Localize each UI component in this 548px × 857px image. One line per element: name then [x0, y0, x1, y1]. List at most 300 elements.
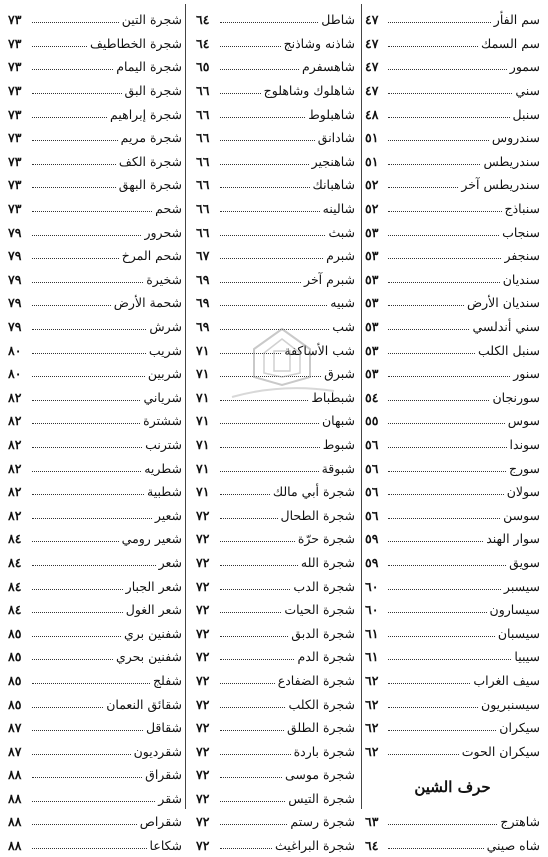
entry-page-number: ٥٣	[365, 319, 379, 335]
index-entry	[365, 503, 540, 527]
entry-page-number: ٦١	[365, 625, 379, 641]
entry-term: سنبل الكلب	[477, 342, 540, 358]
entry-term: سنباذج	[504, 201, 540, 217]
entry-term: شبهان	[322, 413, 355, 429]
entry-page-number: ٨٢	[8, 484, 22, 500]
dot-leader	[388, 235, 499, 236]
entry-term: شاهلوك وشاهلوج	[263, 83, 355, 99]
entry-term: شبوقة	[321, 460, 355, 476]
index-entry	[8, 527, 182, 551]
dot-leader	[388, 589, 501, 590]
entry-term: شقراق	[145, 767, 182, 783]
entry-term: شاهنجير	[311, 153, 355, 169]
entry-page-number: ٥٦	[365, 460, 379, 476]
entry-page-number: ٨٥	[8, 649, 22, 665]
column-divider	[361, 4, 362, 809]
entry-term: شادانق	[317, 130, 355, 146]
entry-page-number: ٤٧	[365, 35, 379, 51]
dot-leader	[388, 494, 504, 495]
index-entry	[196, 692, 355, 716]
entry-page-number: ٦٦	[196, 83, 210, 99]
dot-leader	[32, 824, 137, 825]
index-entry	[8, 55, 182, 79]
index-entry	[365, 551, 540, 575]
dot-leader	[388, 612, 487, 613]
index-entry	[365, 102, 540, 126]
index-entry	[196, 621, 355, 645]
index-entry	[365, 79, 540, 103]
entry-term: شكاعا	[149, 838, 182, 854]
entry-page-number: ٧١	[196, 484, 210, 500]
entry-term: شترنب	[145, 436, 182, 452]
index-entry	[8, 763, 182, 787]
dot-leader	[220, 848, 272, 849]
dot-leader	[32, 848, 147, 849]
entry-page-number: ٥٣	[365, 271, 379, 287]
entry-term: سيف الغراب	[473, 672, 540, 688]
index-entry	[196, 763, 355, 787]
index-entry	[196, 574, 355, 598]
entry-page-number: ٥٣	[365, 224, 379, 240]
index-entry	[365, 409, 540, 433]
entry-page-number: ٧٣	[8, 83, 22, 99]
entry-term: سنور	[513, 366, 540, 382]
entry-term: سوار الهند	[486, 531, 540, 547]
entry-term: شاهبلوط	[308, 106, 355, 122]
entry-page-number: ٨٨	[8, 838, 22, 854]
entry-page-number: ٨٨	[8, 790, 22, 806]
entry-page-number: ٦٥	[196, 59, 210, 75]
index-entry	[196, 291, 355, 315]
index-entry	[365, 197, 540, 221]
entry-term: شب	[332, 319, 355, 335]
index-entry	[196, 787, 355, 811]
dot-leader	[32, 235, 141, 236]
entry-page-number: ٧١	[196, 413, 210, 429]
dot-leader	[220, 801, 285, 802]
entry-term: سيكران الحوت	[461, 743, 540, 759]
entry-page-number: ٧٢	[196, 578, 210, 594]
entry-page-number: ٧٢	[196, 767, 210, 783]
index-entry	[196, 456, 355, 480]
index-entry	[196, 433, 355, 457]
entry-page-number: ٥٣	[365, 366, 379, 382]
index-entry	[196, 173, 355, 197]
dot-leader	[388, 376, 510, 377]
entry-page-number: ٨٨	[8, 814, 22, 830]
dot-leader	[220, 754, 291, 755]
index-entry	[8, 244, 182, 268]
entry-term: شجرة الكلب	[288, 696, 355, 712]
entry-page-number: ٨٥	[8, 625, 22, 641]
dot-leader	[220, 589, 290, 590]
entry-page-number: ٦٢	[365, 672, 379, 688]
index-entry	[365, 598, 540, 622]
entry-page-number: ٨٤	[8, 531, 22, 547]
entry-page-number: ٧٣	[8, 59, 22, 75]
entry-page-number: ٥١	[365, 130, 379, 146]
index-entry	[8, 598, 182, 622]
entry-page-number: ٤٧	[365, 59, 379, 75]
entry-page-number: ٧٢	[196, 554, 210, 570]
index-entry	[8, 197, 182, 221]
entry-term: سني أندلسي	[472, 319, 540, 335]
index-entry	[365, 32, 540, 56]
entry-page-number: ٦٢	[365, 720, 379, 736]
dot-leader	[32, 471, 141, 472]
dot-leader	[32, 376, 145, 377]
index-entry	[8, 102, 182, 126]
entry-term: شجرة البراغيث	[275, 838, 355, 854]
index-column-left	[8, 8, 182, 857]
index-entry	[8, 810, 182, 834]
dot-leader	[220, 777, 282, 778]
dot-leader	[220, 211, 320, 212]
index-entry	[8, 79, 182, 103]
dot-leader	[220, 423, 319, 424]
entry-page-number: ٧٣	[8, 201, 22, 217]
entry-term: شخيرة	[146, 271, 182, 287]
entry-page-number: ٧٢	[196, 649, 210, 665]
entry-term: شحمة الأرض	[113, 295, 182, 311]
dot-leader	[32, 801, 155, 802]
entry-term: شجرة البق	[124, 83, 182, 99]
index-entry	[196, 645, 355, 669]
dot-leader	[388, 211, 502, 212]
entry-term: شحرور	[144, 224, 182, 240]
index-entry	[8, 621, 182, 645]
dot-leader	[388, 46, 478, 47]
entry-term: شجرة الدبق	[291, 625, 355, 641]
entry-page-number: ٨٢	[8, 460, 22, 476]
entry-term: شعر	[158, 554, 182, 570]
entry-page-number: ٨٠	[8, 342, 22, 358]
entry-page-number: ٥٢	[365, 177, 379, 193]
entry-term: سيكران	[499, 720, 540, 736]
entry-term: شجرة مريم	[120, 130, 182, 146]
index-entry	[365, 480, 540, 504]
index-entry	[196, 197, 355, 221]
index-entry	[8, 834, 182, 857]
entry-page-number: ٨٧	[8, 720, 22, 736]
index-entry	[196, 739, 355, 763]
index-entry	[365, 669, 540, 693]
dot-leader	[32, 754, 131, 755]
index-entry	[8, 8, 182, 32]
index-entry	[365, 244, 540, 268]
entry-term: سندريطس	[483, 153, 540, 169]
dot-leader	[388, 353, 475, 354]
index-entry	[365, 621, 540, 645]
entry-page-number: ٨٠	[8, 366, 22, 382]
dot-leader	[32, 211, 152, 212]
entry-page-number: ٦٦	[196, 177, 210, 193]
dot-leader	[388, 117, 510, 118]
index-entry	[365, 692, 540, 716]
dot-leader	[388, 305, 464, 306]
entry-page-number: ٧٣	[8, 35, 22, 51]
entry-term: ششترة	[143, 413, 182, 429]
entry-term: شطريه	[144, 460, 182, 476]
dot-leader	[388, 93, 512, 94]
dot-leader	[220, 447, 320, 448]
dot-leader	[220, 471, 319, 472]
index-entry	[365, 268, 540, 292]
dot-leader	[220, 518, 278, 519]
dot-leader	[388, 329, 469, 330]
index-entry	[8, 173, 182, 197]
index-entry	[8, 692, 182, 716]
entry-page-number: ٦٦	[196, 201, 210, 217]
entry-page-number: ٥١	[365, 153, 379, 169]
library-seal-watermark	[222, 325, 342, 405]
entry-page-number: ٧٩	[8, 295, 22, 311]
entry-term: شجرة الخطاطيف	[89, 35, 182, 51]
dot-leader	[32, 69, 113, 70]
entry-term: شفلج	[152, 672, 182, 688]
dot-leader	[32, 589, 123, 590]
index-entry	[365, 574, 540, 598]
index-entry	[365, 645, 540, 669]
index-entry	[8, 338, 182, 362]
entry-page-number: ٧٢	[196, 602, 210, 618]
index-entry	[8, 386, 182, 410]
entry-term: سيسبان	[497, 625, 540, 641]
entry-page-number: ٧٢	[196, 507, 210, 523]
entry-page-number: ٧١	[196, 389, 210, 405]
index-entry	[365, 810, 540, 834]
entry-page-number: ٧٢	[196, 790, 210, 806]
entry-page-number: ٥٢	[365, 201, 379, 217]
dot-leader	[32, 518, 152, 519]
entry-page-number: ٦٩	[196, 271, 210, 287]
entry-term: شاهترج	[500, 814, 540, 830]
index-entry	[365, 362, 540, 386]
entry-term: شجرة التين	[121, 12, 182, 28]
entry-term: شجرة التيس	[288, 790, 355, 806]
dot-leader	[220, 46, 281, 47]
index-entry	[8, 716, 182, 740]
entry-page-number: ٨٤	[8, 554, 22, 570]
entry-term: سولان	[506, 484, 540, 500]
index-entry	[8, 480, 182, 504]
dot-leader	[220, 93, 261, 94]
entry-page-number: ٥٤	[365, 389, 379, 405]
entry-page-number: ٥٦	[365, 436, 379, 452]
entry-term: سنجفر	[504, 248, 540, 264]
entry-page-number: ٥٩	[365, 531, 379, 547]
dot-leader	[388, 565, 506, 566]
dot-leader	[32, 777, 142, 778]
index-entry	[365, 315, 540, 339]
entry-page-number: ٧٩	[8, 319, 22, 335]
entry-page-number: ٦٠	[365, 602, 379, 618]
index-entry	[196, 150, 355, 174]
index-entry	[365, 739, 540, 763]
entry-term: سوسن	[503, 507, 540, 523]
entry-term: شجرة رستم	[290, 814, 355, 830]
entry-page-number: ٤٧	[365, 12, 379, 28]
index-entry	[8, 787, 182, 811]
entry-page-number: ٦١	[365, 649, 379, 665]
dot-leader	[220, 636, 288, 637]
index-entry	[8, 32, 182, 56]
index-entry	[365, 716, 540, 740]
entry-page-number: ٨٥	[8, 672, 22, 688]
entry-term: شب الأساكفة	[284, 342, 355, 358]
entry-term: سيسنبريون	[481, 696, 540, 712]
entry-term: سورج	[508, 460, 540, 476]
entry-page-number: ٧٢	[196, 720, 210, 736]
dot-leader	[388, 187, 458, 188]
index-entry	[8, 150, 182, 174]
entry-term: سويق	[509, 554, 540, 570]
entry-page-number: ٦٢	[365, 696, 379, 712]
entry-term: سمور	[509, 59, 540, 75]
index-entry	[365, 8, 540, 32]
entry-page-number: ٥٩	[365, 554, 379, 570]
entry-term: شعر الجبار	[125, 578, 182, 594]
dot-leader	[220, 258, 323, 259]
entry-term: شجرة موسى	[284, 767, 355, 783]
index-entry	[8, 669, 182, 693]
entry-page-number: ٦٧	[196, 248, 210, 264]
index-entry	[365, 173, 540, 197]
entry-term: شاطل	[321, 12, 355, 28]
entry-page-number: ٨٢	[8, 507, 22, 523]
dot-leader	[388, 730, 496, 731]
dot-leader	[388, 22, 491, 23]
entry-page-number: ٧٣	[8, 177, 22, 193]
entry-term: شبث	[328, 224, 355, 240]
entry-page-number: ٦٩	[196, 295, 210, 311]
dot-leader	[388, 824, 497, 825]
index-entry	[196, 810, 355, 834]
dot-leader	[32, 447, 142, 448]
dot-leader	[388, 471, 506, 472]
entry-term: شطبية	[147, 484, 182, 500]
index-entry	[365, 527, 540, 551]
entry-term: سيبيا	[514, 649, 540, 665]
entry-term: شجرة الله	[300, 554, 355, 570]
entry-page-number: ٧٢	[196, 743, 210, 759]
entry-page-number: ٧٣	[8, 153, 22, 169]
dot-leader	[220, 282, 301, 283]
entry-term: شعير رومي	[121, 531, 182, 547]
entry-page-number: ٥٦	[365, 484, 379, 500]
dot-leader	[220, 659, 294, 660]
entry-term: شجرة الدب	[293, 578, 355, 594]
entry-page-number: ٧١	[196, 460, 210, 476]
entry-page-number: ٥٣	[365, 295, 379, 311]
dot-leader	[32, 305, 111, 306]
entry-term: سيسارون	[489, 602, 540, 618]
index-entry	[365, 338, 540, 362]
index-entry	[365, 55, 540, 79]
section-heading-row	[365, 763, 540, 810]
index-entry	[365, 386, 540, 410]
entry-page-number: ٧١	[196, 436, 210, 452]
entry-term: سندريطس آخر	[461, 177, 540, 193]
dot-leader	[32, 164, 116, 165]
entry-term: شرش	[149, 319, 182, 335]
index-entry	[365, 150, 540, 174]
dot-leader	[32, 400, 140, 401]
entry-term: شفنين بري	[124, 625, 182, 641]
index-entry	[196, 32, 355, 56]
dot-leader	[388, 258, 501, 259]
entry-term: شقر	[158, 790, 182, 806]
entry-term: شقاقل	[145, 720, 182, 736]
dot-leader	[388, 140, 489, 141]
index-entry	[196, 669, 355, 693]
dot-leader	[388, 164, 480, 165]
entry-term: شجرة الكف	[118, 153, 182, 169]
dot-leader	[32, 258, 119, 259]
entry-term: شجرة الطحال	[280, 507, 355, 523]
entry-term: سني	[515, 83, 540, 99]
entry-term: سم السمك	[481, 35, 540, 51]
dot-leader	[388, 282, 500, 283]
dot-leader	[220, 235, 325, 236]
dot-leader	[388, 848, 484, 849]
entry-page-number: ٧٢	[196, 838, 210, 854]
entry-page-number: ٦٩	[196, 319, 210, 335]
index-entry	[196, 8, 355, 32]
entry-term: شرياني	[143, 389, 182, 405]
entry-term: شقراص	[139, 814, 182, 830]
entry-page-number: ٧٢	[196, 625, 210, 641]
index-entry	[196, 527, 355, 551]
dot-leader	[388, 636, 495, 637]
entry-page-number: ٤٨	[365, 106, 379, 122]
entry-term: شجرة الحيات	[284, 602, 355, 618]
index-entry	[8, 456, 182, 480]
entry-page-number: ٥٦	[365, 507, 379, 523]
index-entry	[8, 409, 182, 433]
entry-term: سنبل	[512, 106, 540, 122]
entry-term: شبوط	[322, 436, 355, 452]
entry-term: سنجاب	[502, 224, 540, 240]
dot-leader	[32, 117, 107, 118]
index-entry	[365, 220, 540, 244]
entry-page-number: ٨٢	[8, 389, 22, 405]
dot-leader	[32, 140, 118, 141]
entry-term: شبرق	[324, 366, 355, 382]
entry-term: سورنجان	[492, 389, 540, 405]
index-entry	[8, 433, 182, 457]
entry-term: شريب	[148, 342, 182, 358]
entry-term: سوندا	[509, 436, 540, 452]
dot-leader	[220, 824, 287, 825]
index-entry	[365, 834, 540, 857]
index-entry	[196, 268, 355, 292]
entry-page-number: ٦٦	[196, 106, 210, 122]
entry-term: شقرديون	[133, 743, 182, 759]
entry-page-number: ٧٣	[8, 106, 22, 122]
entry-page-number: ٦٦	[196, 224, 210, 240]
entry-page-number: ٥٣	[365, 248, 379, 264]
entry-term: شجرة البهق	[118, 177, 182, 193]
entry-page-number: ٧٣	[8, 12, 22, 28]
entry-term: شعر الغول	[125, 602, 182, 618]
entry-page-number: ٦٠	[365, 578, 379, 594]
index-entry	[8, 362, 182, 386]
entry-term: شجرة اليمام	[116, 59, 182, 75]
dot-leader	[220, 612, 281, 613]
dot-leader	[32, 730, 143, 731]
dot-leader	[220, 164, 309, 165]
